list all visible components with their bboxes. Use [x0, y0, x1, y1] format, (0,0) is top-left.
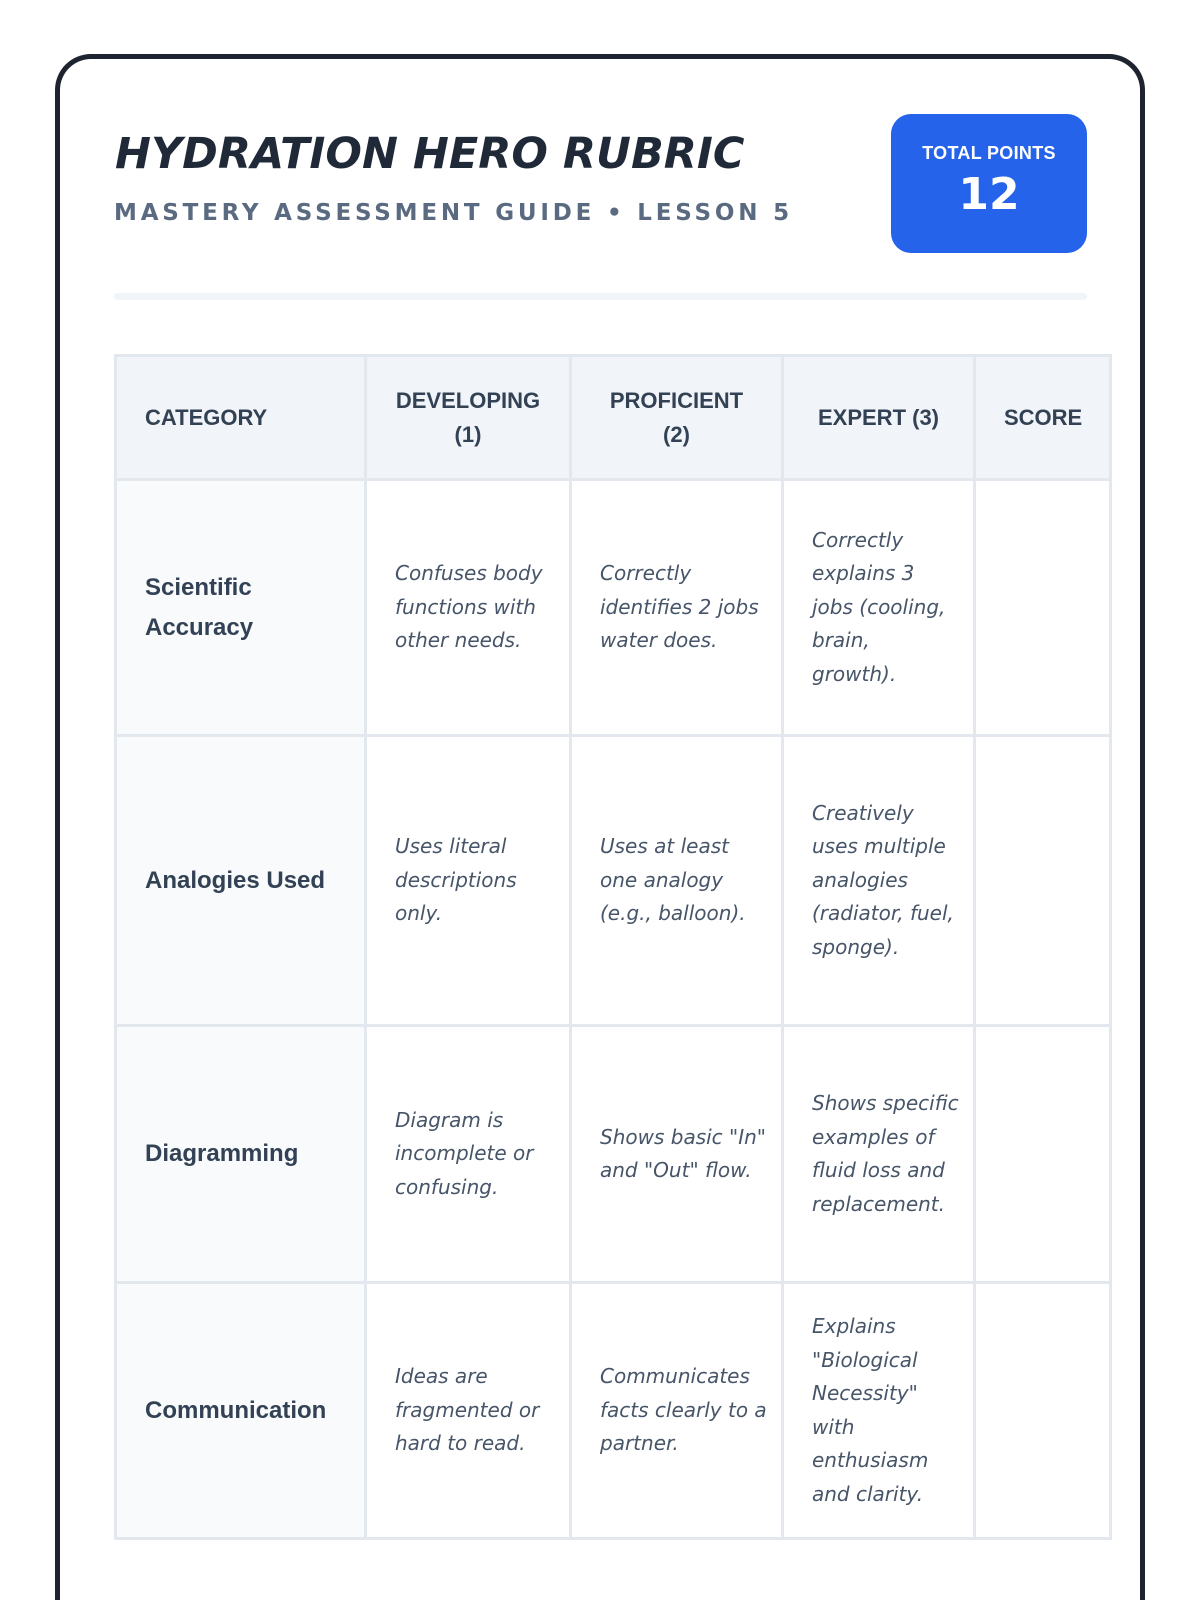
- expert-descriptor: Shows specific examples of fluid loss and replacement.: [783, 1026, 975, 1283]
- row-category: Diagramming: [116, 1026, 366, 1283]
- row-category: Scientific Accuracy: [116, 480, 366, 736]
- column-header-category: CATEGORY: [116, 356, 366, 480]
- score-cell[interactable]: [975, 1026, 1111, 1283]
- score-cell[interactable]: [975, 480, 1111, 736]
- rubric-table: [114, 354, 1112, 1540]
- total-points-label: TOTAL POINTS: [922, 143, 1056, 163]
- table-row: [116, 736, 1111, 1026]
- score-cell[interactable]: [975, 1283, 1111, 1539]
- column-header-proficient: PROFICIENT (2): [571, 356, 783, 480]
- row-category: Communication: [116, 1283, 366, 1539]
- proficient-descriptor: Communicates facts clearly to a partner.: [571, 1283, 783, 1539]
- page-title: HYDRATION HERO RUBRIC: [115, 129, 745, 179]
- proficient-descriptor: Correctly identifies 2 jobs water does.: [571, 480, 783, 736]
- table-row: [116, 1026, 1111, 1283]
- table-header-row: [116, 356, 1111, 480]
- header-divider: [114, 293, 1087, 300]
- column-header-expert: EXPERT (3): [783, 356, 975, 480]
- column-header-score: SCORE: [975, 356, 1111, 480]
- page-subtitle: MASTERY ASSESSMENT GUIDE • LESSON 5: [114, 200, 793, 226]
- row-category: Analogies Used: [116, 736, 366, 1026]
- total-points-badge: [891, 114, 1087, 253]
- expert-descriptor: Creatively uses multiple analogies (radiator, fuel, sponge).: [783, 736, 975, 1026]
- proficient-descriptor: Uses at least one analogy (e.g., balloon).: [571, 736, 783, 1026]
- table-row: [116, 1283, 1111, 1539]
- developing-descriptor: Ideas are fragmented or hard to read.: [366, 1283, 571, 1539]
- proficient-descriptor: Shows basic "In" and "Out" flow.: [571, 1026, 783, 1283]
- total-points-value: 12: [958, 169, 1020, 220]
- expert-descriptor: Explains "Biological Necessity" with enthusiasm and clarity.: [783, 1283, 975, 1539]
- developing-descriptor: Confuses body functions with other needs.: [366, 480, 571, 736]
- score-cell[interactable]: [975, 736, 1111, 1026]
- expert-descriptor: Correctly explains 3 jobs (cooling, brain, growth).: [783, 480, 975, 736]
- developing-descriptor: Diagram is incomplete or confusing.: [366, 1026, 571, 1283]
- table-row: [116, 480, 1111, 736]
- developing-descriptor: Uses literal descriptions only.: [366, 736, 571, 1026]
- column-header-developing: DEVELOPING (1): [366, 356, 571, 480]
